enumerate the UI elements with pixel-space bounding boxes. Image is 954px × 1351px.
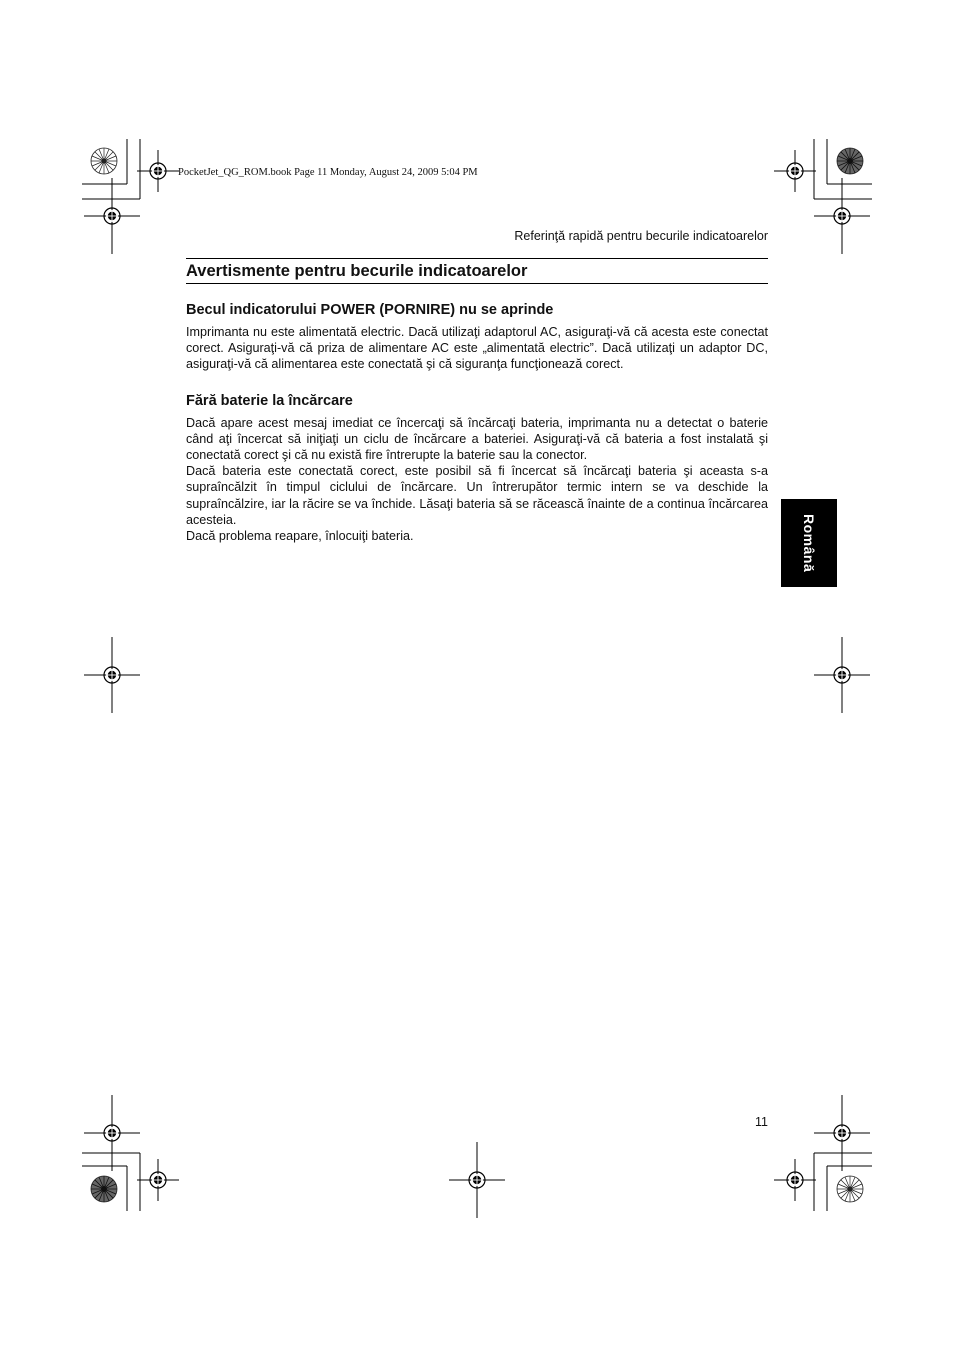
running-header: Referinţă rapidă pentru becurile indicatoarelor	[514, 229, 768, 243]
language-tab	[781, 499, 837, 587]
page-content	[186, 258, 768, 544]
book-file-info: PocketJet_QG_ROM.book Page 11 Monday, August 24, 2009 5:04 PM	[178, 167, 478, 178]
paragraph-power-light: Imprimanta nu este alimentată electric. Dacă utilizaţi adaptorul AC, asiguraţi-vă că acesta este conectat corect. Asiguraţi-vă că priza de alimentare AC este „alimentată electric”. Dacă utilizaţi un adaptor DC, asiguraţi-vă că alimentarea este conectată şi că siguranţa funcţionează corect.	[186, 325, 768, 372]
language-tab-label: Română	[801, 513, 817, 573]
subsection-title-no-battery: Fără baterie la încărcare	[186, 392, 353, 409]
subsection-title-power-light: Becul indicatorului POWER (PORNIRE) nu se aprinde	[186, 302, 554, 318]
section-title: Avertismente pentru becurile indicatoarelor	[186, 258, 768, 284]
page-number: 11	[755, 1115, 768, 1129]
paragraph-no-battery-2: Dacă bateria este conectată corect, este posibil să fi încercat să încărcaţi bateria şi aceasta s-a supraîncălzit în timpul ciclului de încărcare. Un întrerupător termic intern se va deschide la supraîncălzire, iar la răcire se va închide. Lăsaţi bateria să se răcească înainte de a continua încărcarea acesteia.	[186, 464, 768, 527]
paragraph-no-battery-1: Dacă apare acest mesaj imediat ce încercaţi să încărcaţi bateria, imprimanta nu a detectat o baterie când aţi încercat să iniţiaţi un ciclu de încărcare a bateriei. Asiguraţi-vă că bateria a fost instalată şi conectată corect şi că nu există fire întrerupte la baterie sau la conector.	[186, 415, 768, 463]
paragraph-no-battery-3: Dacă problema reapare, înlocuiţi bateria.	[186, 529, 414, 544]
